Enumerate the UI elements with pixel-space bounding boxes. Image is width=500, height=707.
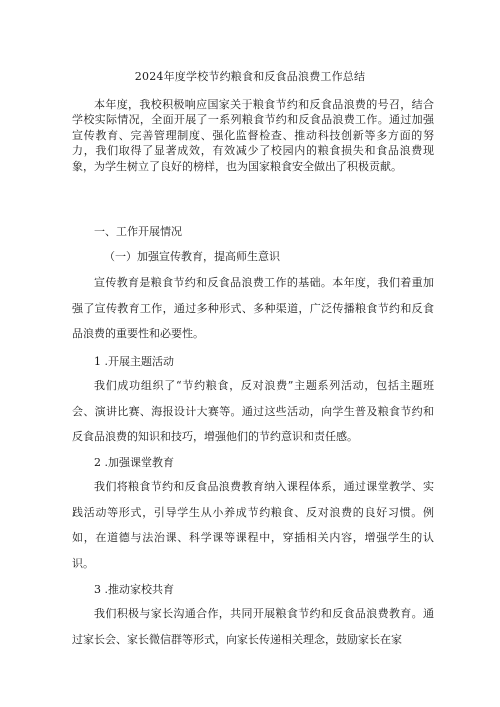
section-heading-work-progress: 一、工作开展情况 bbox=[94, 225, 182, 238]
item-paragraph-theme-activities: 我们成功组织了“节约粮食，反对浪费”主题系列活动，包括主题班会、演讲比赛、海报设计大赛等。通过这些活动，向学生普及粮食节约和反食品浪费的知识和技巧，增强他们的节约意识和责任感。 bbox=[72, 379, 434, 443]
item-paragraph-home-school: 我们积极与家长沟通合作，共同开展粮食节约和反食品浪费教育。通过家长会、家长微信群等形式，向家长传递相关理念，鼓励家长在家 bbox=[72, 607, 434, 646]
intro-paragraph: 本年度，我校积极响应国家关于粮食节约和反食品浪费的号召，结合学校实际情况，全面开展了一系列粮食节约和反食品浪费工作。通过加强宣传教育、完善管理制度、强化监督检查、推动科技创新等多方面的努力，我们取得了显著成效，有效减少了校园内的粮食损失和食品浪费现象，为学生树立了良好的榜样，也为国家粮食安全做出了积极贡献。 bbox=[72, 98, 434, 173]
item-heading-classroom-education: 2 .加强课堂教育 bbox=[94, 456, 174, 469]
document-title: 2024年度学校节约粮食和反食品浪费工作总结 bbox=[134, 70, 366, 83]
subsection-paragraph-publicity: 宣传教育是粮食节约和反食品浪费工作的基础。本年度，我们着重加强了宣传教育工作，通过多种形式、多种渠道，广泛传播粮食节约和反食品浪费的重要性和必要性。 bbox=[72, 276, 434, 340]
subsection-heading-publicity: （一）加强宣传教育，提高师生意识 bbox=[104, 250, 280, 263]
item-heading-theme-activities: 1 .开展主题活动 bbox=[94, 355, 174, 368]
item-paragraph-classroom-education: 我们将粮食节约和反食品浪费教育纳入课程体系，通过课堂教学、实践活动等形式，引导学生从小养成节约粮食、反对浪费的良好习惯。例如，在道德与法治课、科学课等课程中，穿插相关内容，增强学生的认识。 bbox=[72, 480, 434, 570]
item-heading-home-school: 3 .推动家校共育 bbox=[94, 583, 174, 596]
